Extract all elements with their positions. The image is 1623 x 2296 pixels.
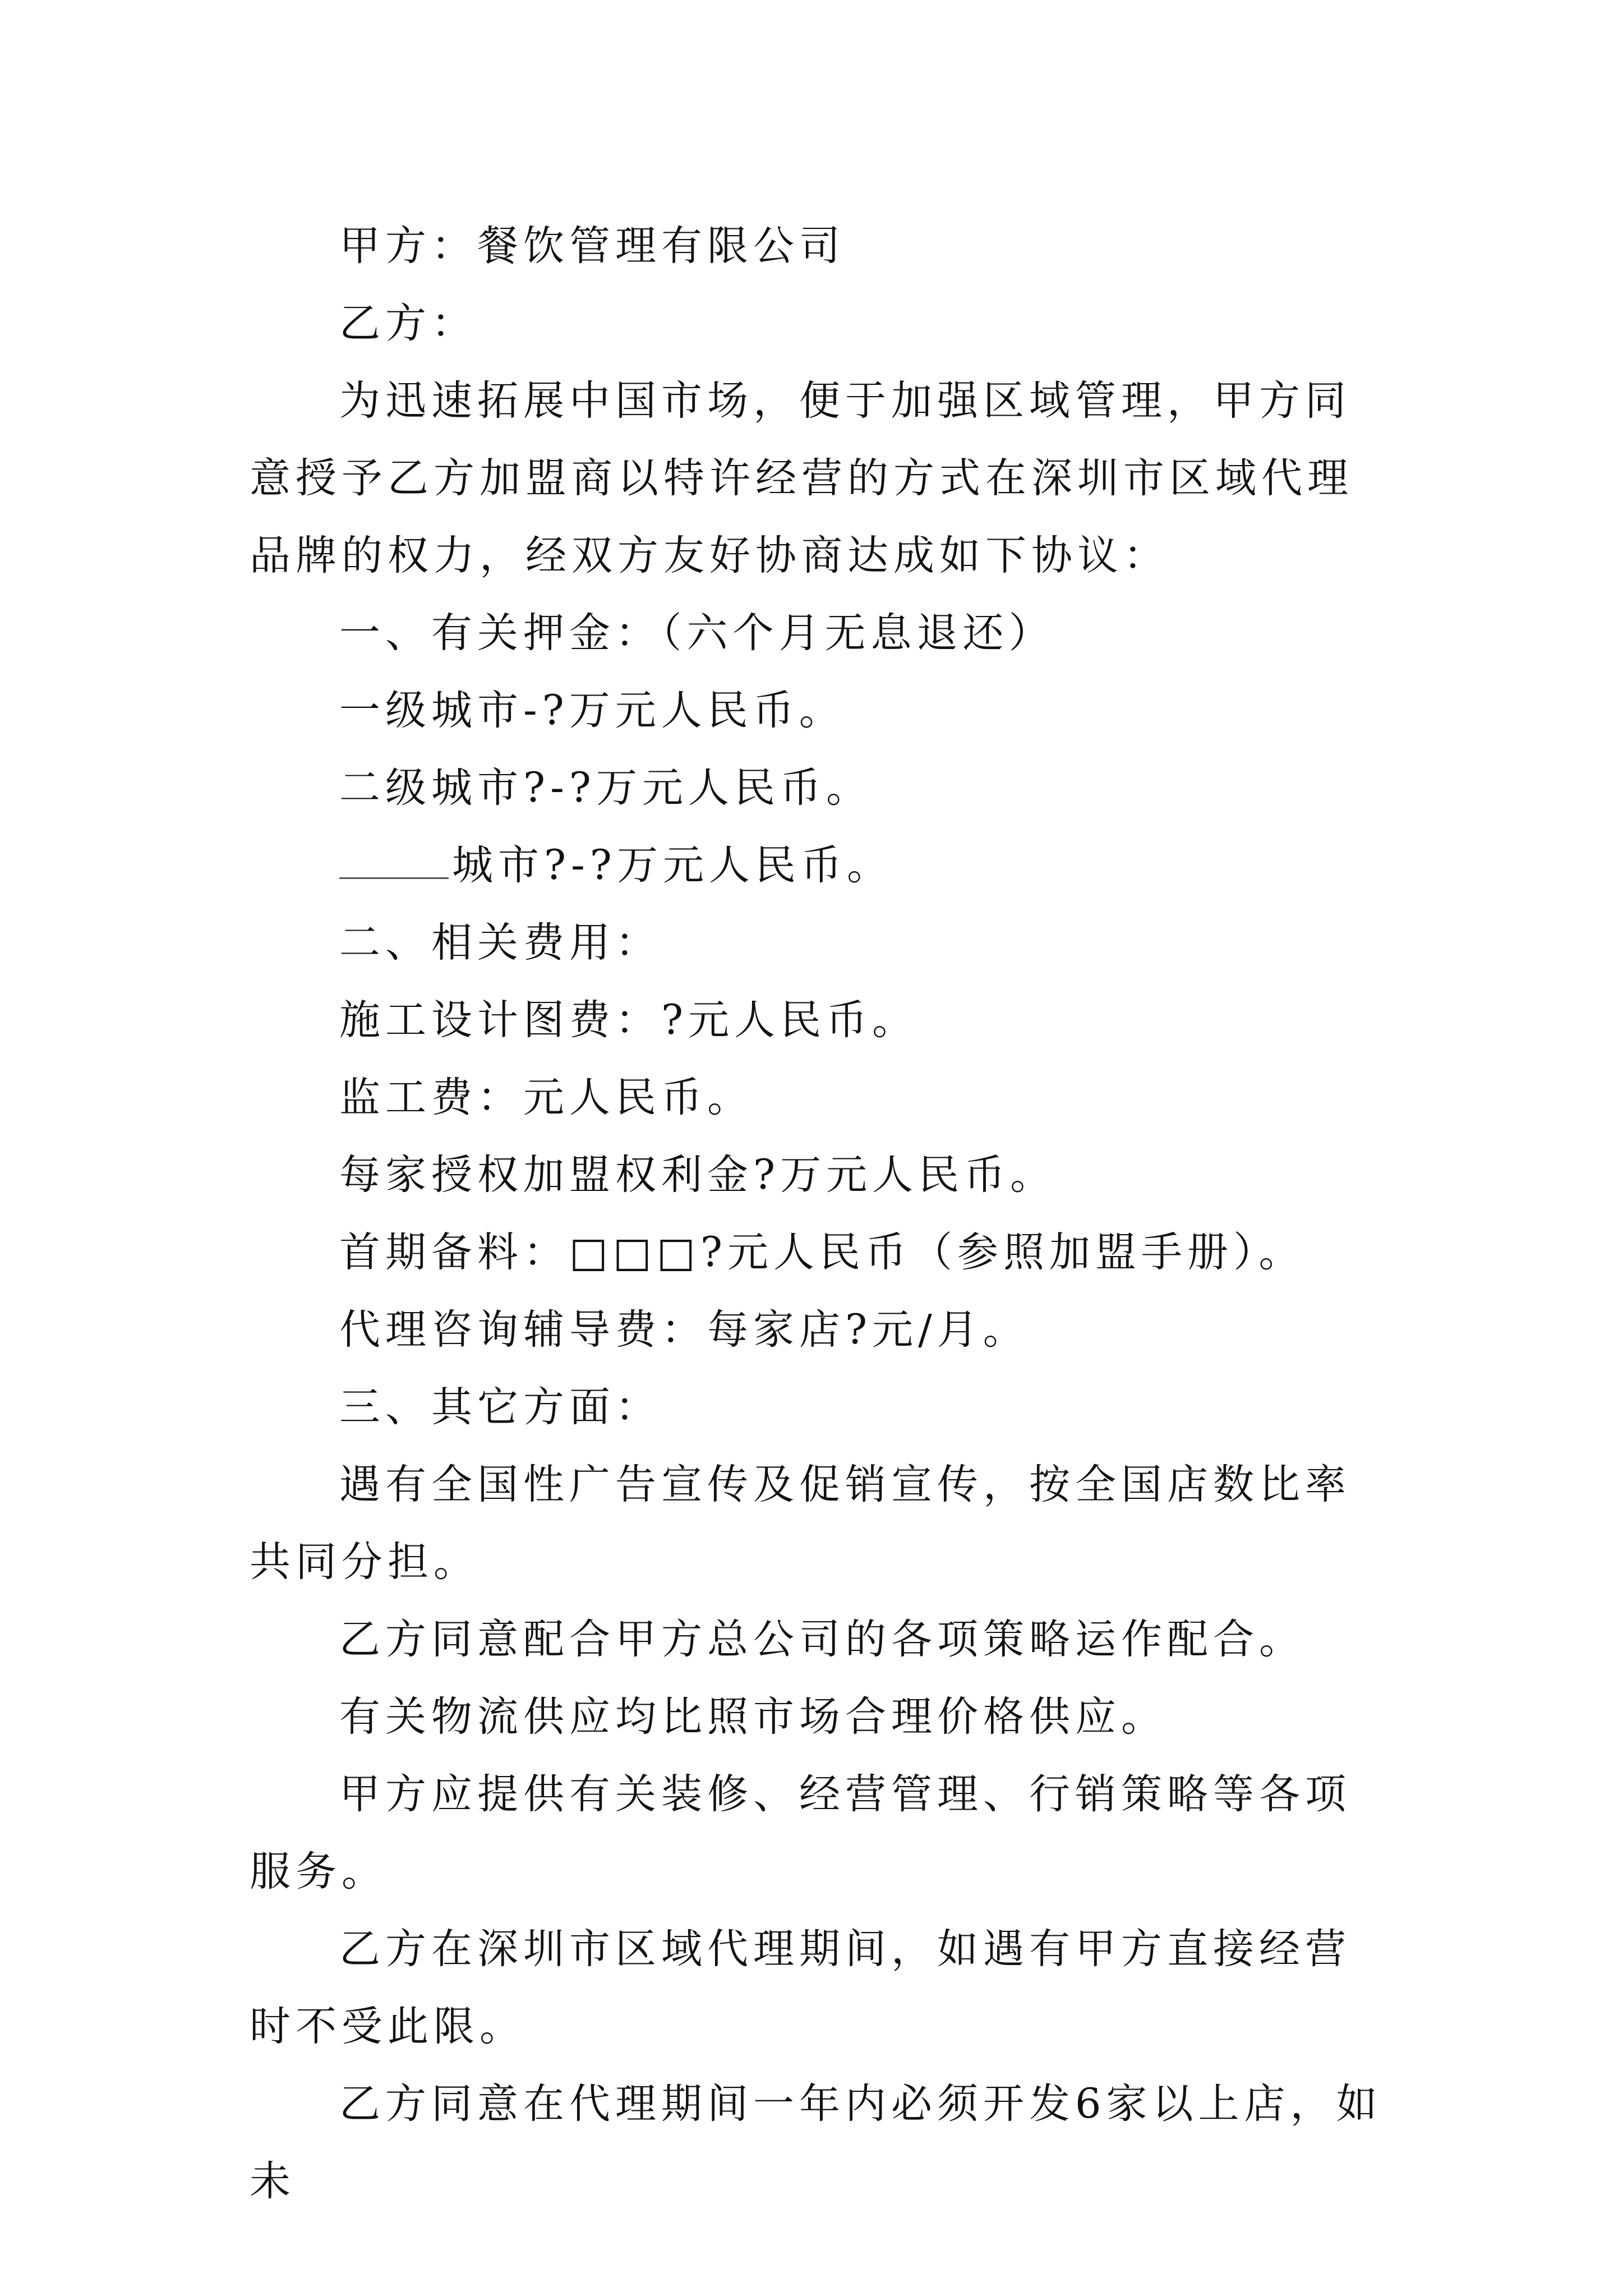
- section-2-heading: 二、相关费用：: [339, 919, 661, 967]
- advertising-clause: 遇有全国性广告宣传及促销宣传，按全国店数比率共同分担。: [250, 1461, 1351, 1586]
- deposit-tier-3: [250, 827, 1388, 904]
- document-body: [250, 208, 1388, 2220]
- services-clause: 甲方应提供有关装修、经营管理、行销策略等各项服务。: [250, 1770, 1351, 1895]
- cooperation-clause: 乙方同意配合甲方总公司的各项策略运作配合。: [339, 1616, 1305, 1663]
- preamble-paragraph: 为迅速拓展中国市场，便于加强区域管理，甲方同意授予乙方加盟商以特许经营的方式在深圳市区域代理品牌的权力，经双方友好协商达成如下协议：: [250, 377, 1353, 579]
- initial-stock-line: 首期备料：□□□?元人民币（参照加盟手册）。: [339, 1228, 1305, 1276]
- blank-underline: [339, 844, 449, 879]
- deposit-tier-2: 二级城市?-?万元人民币。: [339, 764, 872, 812]
- design-fee-line: 施工设计图费：?元人民币。: [339, 996, 919, 1044]
- deposit-tier-1: 一级城市-?万元人民币。: [339, 687, 845, 734]
- party-a-line: 甲方：餐饮管理有限公司: [339, 222, 845, 270]
- section-1-heading: 一、有关押金：（六个月无息退还）: [339, 609, 1055, 657]
- consulting-fee-line: 代理咨询辅导费：每家店?元/月。: [339, 1306, 1029, 1354]
- franchise-fee-line: 每家授权加盟权利金?万元人民币。: [339, 1151, 1057, 1199]
- party-b-line: 乙方：: [339, 300, 477, 347]
- direct-operation-clause: 乙方在深圳市区域代理期间，如遇有甲方直接经营时不受此限。: [250, 1925, 1351, 2050]
- development-clause: 乙方同意在代理期间一年内必须开发6家以上店，如未: [250, 2080, 1382, 2205]
- section-3-heading: 三、其它方面：: [339, 1383, 661, 1431]
- supervision-fee-line: 监工费：元人民币。: [339, 1074, 753, 1121]
- logistics-clause: 有关物流供应均比照市场合理价格供应。: [339, 1693, 1167, 1741]
- deposit-tier-3-text: 城市?-?万元人民币。: [452, 841, 893, 889]
